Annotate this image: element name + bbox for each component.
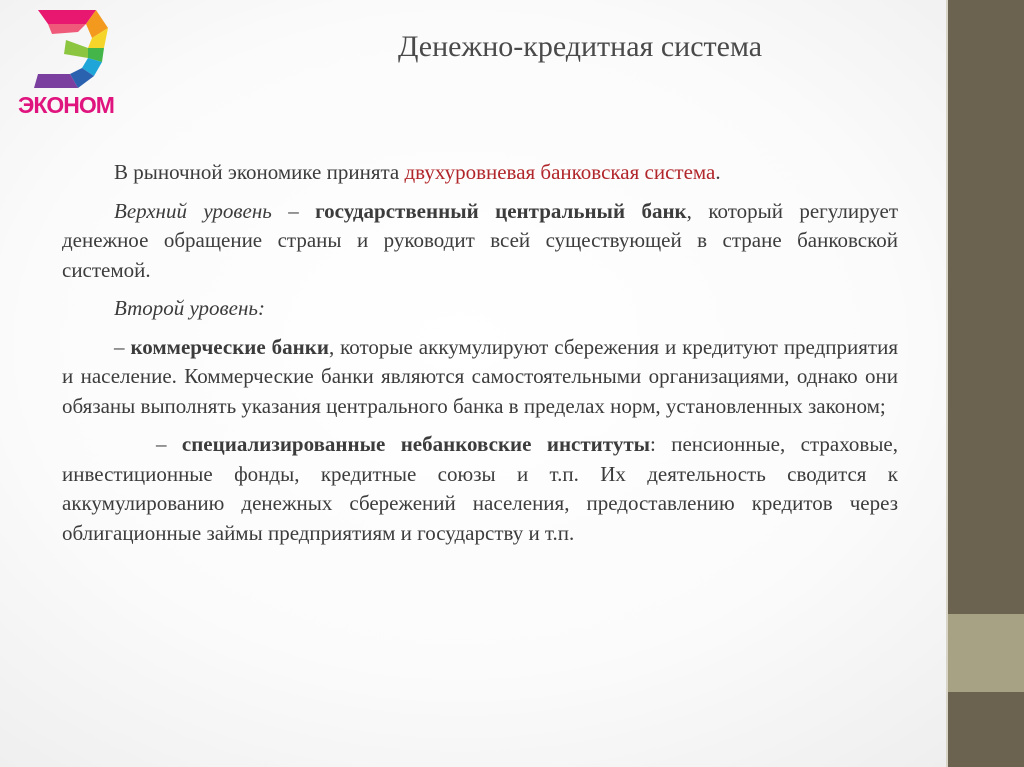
second-level-label: Второй уровень:	[114, 296, 265, 320]
sidebar-band-bottom	[948, 692, 1024, 767]
slide-title: Денежно-кредитная система	[397, 30, 763, 63]
nonbank-dash: –	[156, 432, 182, 456]
logo-text: ЭКОНОМ	[18, 92, 114, 118]
logo-mark-icon	[8, 8, 124, 92]
intro-end: .	[715, 160, 721, 184]
slide-body	[62, 158, 898, 557]
paragraph-commercial-banks	[62, 333, 898, 422]
commercial-banks-term: коммерческие банки	[130, 334, 329, 359]
central-bank-term: государственный центральный банк	[315, 198, 687, 223]
paragraph-top-level	[62, 197, 898, 286]
sidebar-band-middle	[948, 614, 1024, 692]
sidebar-band-top	[948, 0, 1024, 614]
top-level-label: Верхний уровень	[114, 198, 272, 223]
logo	[8, 8, 124, 120]
top-level-dash: –	[271, 198, 316, 223]
paragraph-intro	[62, 158, 898, 188]
nonbank-institutions-term: специализированные небанковские институты	[181, 432, 651, 456]
paragraph-second-level	[62, 294, 898, 324]
top-level-text: , который регулирует денежное обращение страны и руководит всей существующей в стране банковской системой.	[62, 198, 899, 282]
commercial-banks-text: , которые аккумулируют сбережения и кредитуют предприятия и население. Коммерческие банки являются самостоятельными организациями, однако они обязаны выполнять указания центрального банка в пределах норм, установленных законом;	[62, 334, 898, 418]
highlight-term: двухуровневая банковская система	[404, 160, 716, 184]
paragraph-nonbank-institutions	[62, 430, 898, 548]
commercial-dash: –	[114, 334, 131, 359]
intro-text: В рыночной экономике принята	[114, 160, 405, 184]
nonbank-institutions-text: : пенсионные, страховые, инвестиционные фонды, кредитные союзы и т.п. Их деятельность сводится к аккумулированию денежных сбережений населения, предоставлению кредитов через облигационные займы предприятиям и государству и т.п.	[62, 432, 898, 545]
